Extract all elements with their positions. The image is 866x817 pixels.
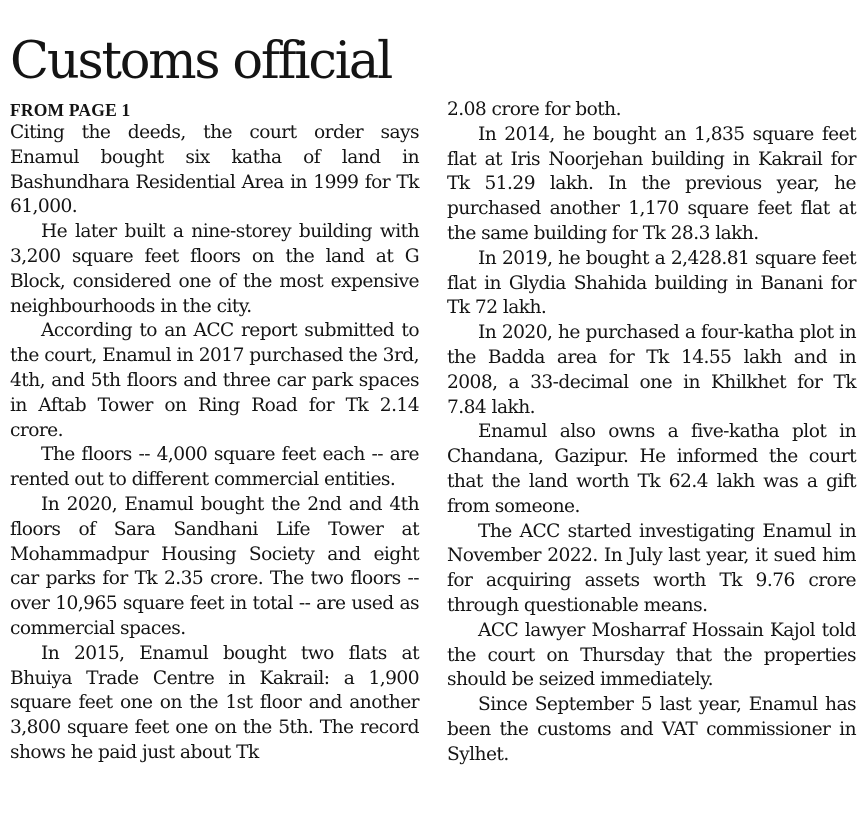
paragraph: Since September 5 last year, Enamul has been the customs and VAT commissioner in Sylhet. <box>447 694 856 765</box>
article-column-right <box>447 98 856 768</box>
paragraph: The ACC started investigating Enamul in November 2022. In July last year, it sued him for acquiring assets worth Tk 9.76 crore through questionable means. <box>447 520 856 616</box>
paragraph: ACC lawyer Mosharraf Hossain Kajol told the court on Thursday that the properties should be seized immediately. <box>447 619 856 691</box>
headline: Customs official <box>10 32 392 91</box>
paragraph: Citing the deeds, the court order says Enamul bought six katha of land in Bashundhara Residential Area in 1999 for Tk 61,000. <box>10 122 419 218</box>
paragraph: In 2014, he bought an 1,835 square feet flat at Iris Noorjehan building in Kakrail for Tk 51.29 lakh. In the previous year, he purchased another 1,170 square feet flat at the same building for Tk 28.3 lakh. <box>447 123 856 244</box>
continuation-kicker: FROM PAGE 1 <box>10 100 131 120</box>
paragraph: In 2020, he purchased a four-katha plot in the Badda area for Tk 14.55 lakh and in 2008, a 33-decimal one in Khilkhet for Tk 7.84 lakh. <box>447 322 856 418</box>
paragraph: In 2019, he bought a 2,428.81 square feet flat in Glydia Shahida building in Banani for Tk 72 lakh. <box>447 247 856 319</box>
paragraph: He later built a nine-storey building with 3,200 square feet floors on the land at G Block, considered one of the most expensive neighbourhoods in the city. <box>10 221 419 317</box>
paragraph: Enamul also owns a five-katha plot in Chandana, Gazipur. He informed the court that the land worth Tk 62.4 lakh was a gift from someone. <box>447 421 856 517</box>
paragraph-continued: 2.08 crore for both. <box>447 99 621 120</box>
paragraph: In 2015, Enamul bought two flats at Bhuiya Trade Centre in Kakrail: a 1,900 square feet one on the 1st floor and another 3,800 square feet one on the 5th. The record shows he paid just about Tk <box>10 642 419 763</box>
paragraph: In 2020, Enamul bought the 2nd and 4th floors of Sara Sandhani Life Tower at Mohammadpur Housing Society and eight car parks for Tk 2.35 crore. The two floors -- over 10,965 square feet in total -- are used as commercial spaces. <box>10 493 419 639</box>
article-column-left <box>10 98 419 766</box>
paragraph: According to an ACC report submitted to the court, Enamul in 2017 purchased the 3rd, 4th, and 5th floors and three car park spaces in Aftab Tower on Ring Road for Tk 2.14 crore. <box>10 320 419 441</box>
paragraph: The floors -- 4,000 square feet each -- are rented out to different commercial entities. <box>10 444 419 491</box>
